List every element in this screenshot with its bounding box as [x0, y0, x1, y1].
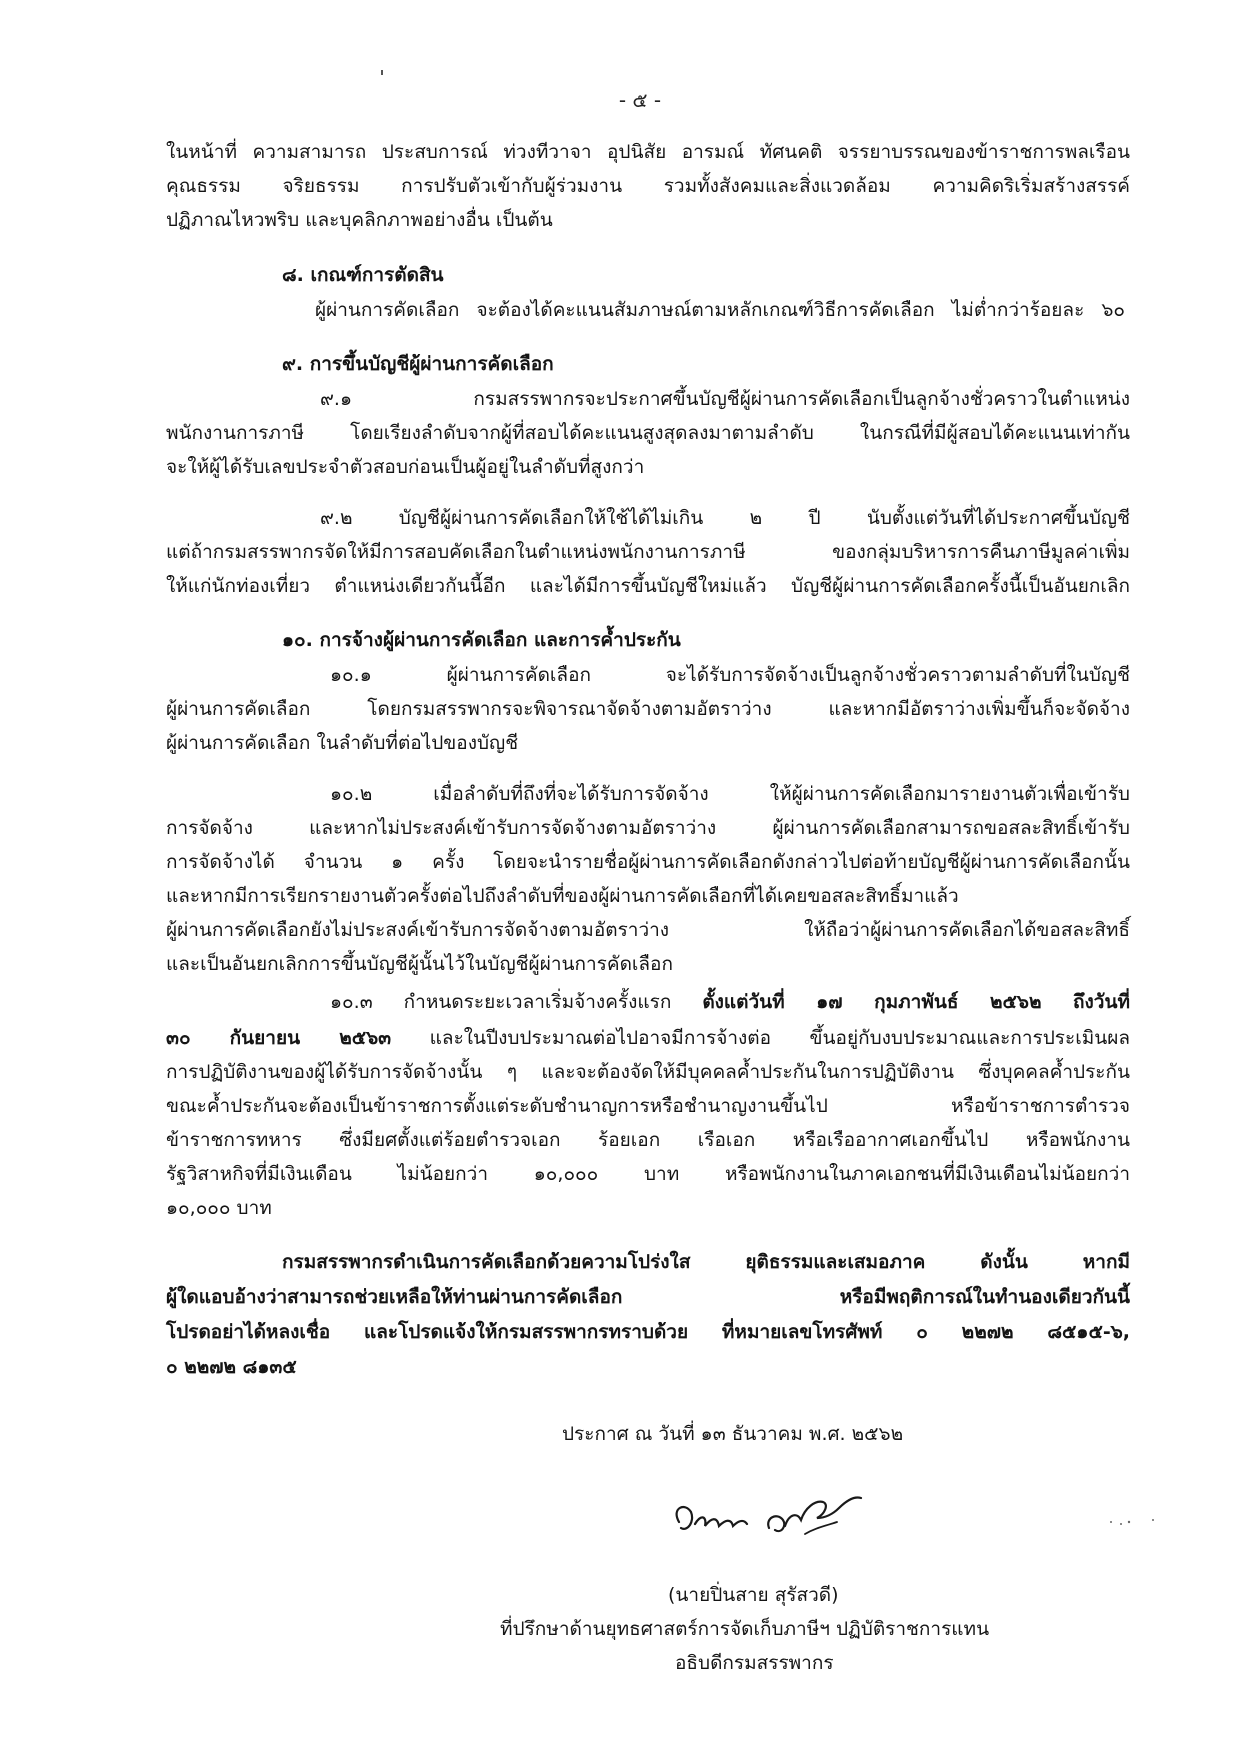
notice-line-2: ผู้ใดแอบอ้างว่าสามารถช่วยเหลือให้ท่านผ่านการคัดเลือก หรือมีพฤติการณ์ในทำนองเดียวกันนี้	[166, 1286, 1130, 1308]
section-10-1-line-1: ๑๐.๑ ผู้ผ่านการคัดเลือก จะได้รับการจัดจ้างเป็นลูกจ้างชั่วคราวตามลำดับที่ในบัญชี	[330, 664, 1130, 686]
intro-line-2: คุณธรรม จริยธรรม การปรับตัวเข้ากับผู้ร่วมงาน รวมทั้งสังคมและสิ่งแวดล้อม ความคิดริเริ่มสร้างสรรค์	[166, 175, 1130, 197]
notice-line-4: ๐ ๒๒๗๒ ๘๑๓๕	[166, 1356, 297, 1378]
section-8-text: ผู้ผ่านการคัดเลือก จะต้องได้คะแนนสัมภาษณ์ตามหลักเกณฑ์วิธีการคัดเลือก ไม่ต่ำกว่าร้อยละ ๖๐	[315, 299, 1125, 321]
page-number: - ๕ -	[618, 88, 662, 112]
section-10-2-line-3: การจัดจ้างได้ จำนวน ๑ ครั้ง โดยจะนำรายชื่อผู้ผ่านการคัดเลือกดังกล่าวไปต่อท้ายบัญชีผู้ผ่านการคัดเลือกนั้น	[166, 851, 1130, 873]
scan-speck	[381, 70, 383, 75]
section-10-3-line-1	[330, 990, 1130, 1014]
section-10-3-line-2-normal: และในปีงบประมาณต่อไปอาจมีการจ้างต่อ ขึ้นอยู่กับงบประมาณและการประเมินผล	[391, 1027, 1130, 1049]
section-10-heading: ๑๐. การจ้างผู้ผ่านการคัดเลือก และการค้ำประกัน	[282, 629, 681, 651]
section-10-2-line-5: ผู้ผ่านการคัดเลือกยังไม่ประสงค์เข้ารับการจัดจ้างตามอัตราว่าง ให้ถือว่าผู้ผ่านการคัดเลือกได้ขอสละสิทธิ์	[166, 919, 1130, 941]
section-9-2-line-2: แต่ถ้ากรมสรรพากรจัดให้มีการสอบคัดเลือกในตำแหน่งพนักงานการภาษี ของกลุ่มบริหารการคืนภาษีมูลค่าเพิ่ม	[166, 541, 1130, 563]
section-10-2-line-2: การจัดจ้าง และหากไม่ประสงค์เข้ารับการจัดจ้างตามอัตราว่าง ผู้ผ่านการคัดเลือกสามารถขอสละสิทธิ์เข้ารับ	[166, 817, 1130, 839]
signatory-position: ที่ปรึกษาด้านยุทธศาสตร์การจัดเก็บภาษีฯ ปฏิบัติราชการแทน	[500, 1618, 990, 1640]
handwritten-signature	[665, 1478, 875, 1550]
section-9-2-line-3: ให้แก่นักท่องเที่ยว ตำแหน่งเดียวกันนี้อีก และได้มีการขึ้นบัญชีใหม่แล้ว บัญชีผู้ผ่านการคัดเลือกครั้งนี้เป็นอันยกเลิก	[166, 575, 1130, 597]
signatory-agency: อธิบดีกรมสรรพากร	[675, 1652, 834, 1674]
section-10-3-line-1-bold: ตั้งแต่วันที่ ๑๗ กุมภาพันธ์ ๒๕๖๒ ถึงวันที่	[702, 991, 1130, 1013]
announcement-date: ประกาศ ณ วันที่ ๑๓ ธันวาคม พ.ศ. ๒๕๖๒	[562, 1423, 904, 1445]
section-10-3-line-2	[166, 1026, 1130, 1050]
section-9-1-line-1: ๙.๑ กรมสรรพากรจะประกาศขึ้นบัญชีผู้ผ่านการคัดเลือกเป็นลูกจ้างชั่วคราวในตำแหน่ง	[320, 388, 1130, 410]
notice-line-1: กรมสรรพากรดำเนินการคัดเลือกด้วยความโปร่งใส ยุติธรรมและเสมอภาค ดังนั้น หากมี	[282, 1251, 1130, 1273]
intro-line-3: ปฏิภาณไหวพริบ และบุคลิกภาพอย่างอื่น เป็นต้น	[166, 209, 553, 231]
scan-dots	[1105, 1512, 1165, 1532]
section-9-1-line-2: พนักงานการภาษี โดยเรียงลำดับจากผู้ที่สอบได้คะแนนสูงสุดลงมาตามลำดับ ในกรณีที่มีผู้สอบได้คะแนนเท่ากัน	[166, 422, 1130, 444]
section-10-3-line-3: การปฏิบัติงานของผู้ได้รับการจัดจ้างนั้น ๆ และจะต้องจัดให้มีบุคคลค้ำประกันในการปฏิบัติงาน ซึ่งบุคคลค้ำประกัน	[166, 1061, 1130, 1083]
section-10-3-line-6: รัฐวิสาหกิจที่มีเงินเดือน ไม่น้อยกว่า ๑๐,๐๐๐ บาท หรือพนักงานในภาคเอกชนที่มีเงินเดือนไม่น้อยกว่า	[166, 1163, 1130, 1185]
section-10-2-line-1: ๑๐.๒ เมื่อลำดับที่ถึงที่จะได้รับการจัดจ้าง ให้ผู้ผ่านการคัดเลือกมารายงานตัวเพื่อเข้ารับ	[330, 783, 1130, 805]
section-10-3-line-2-bold: ๓๐ กันยายน ๒๕๖๓	[166, 1027, 392, 1049]
section-9-2-line-1: ๙.๒ บัญชีผู้ผ่านการคัดเลือกให้ใช้ได้ไม่เกิน ๒ ปี นับตั้งแต่วันที่ได้ประกาศขึ้นบัญชี	[320, 507, 1130, 529]
section-10-3-line-1-normal: ๑๐.๓ กำหนดระยะเวลาเริ่มจ้างครั้งแรก	[330, 991, 703, 1013]
signatory-name: (นายปิ่นสาย สุรัสวดี)	[668, 1584, 839, 1606]
section-10-2-line-6: และเป็นอันยกเลิกการขึ้นบัญชีผู้นั้นไว้ในบัญชีผู้ผ่านการคัดเลือก	[166, 953, 673, 975]
section-10-3-line-4: ขณะค้ำประกันจะต้องเป็นข้าราชการตั้งแต่ระดับชำนาญการหรือชำนาญงานขึ้นไป หรือข้าราชการตำรวจ	[166, 1095, 1130, 1117]
section-9-heading: ๙. การขึ้นบัญชีผู้ผ่านการคัดเลือก	[282, 353, 554, 375]
section-10-2-line-4: และหากมีการเรียกรายงานตัวครั้งต่อไปถึงลำดับที่ของผู้ผ่านการคัดเลือกที่ได้เคยขอสละสิทธิ์มาแล้ว	[166, 885, 959, 907]
section-10-1-line-3: ผู้ผ่านการคัดเลือก ในลำดับที่ต่อไปของบัญชี	[166, 732, 519, 754]
section-9-1-line-3: จะให้ผู้ได้รับเลขประจำตัวสอบก่อนเป็นผู้อยู่ในลำดับที่สูงกว่า	[166, 456, 645, 478]
section-10-1-line-2: ผู้ผ่านการคัดเลือก โดยกรมสรรพากรจะพิจารณาจัดจ้างตามอัตราว่าง และหากมีอัตราว่างเพิ่มขึ้นก็จะจัดจ้าง	[166, 698, 1130, 720]
section-8-heading: ๘. เกณฑ์การตัดสิน	[282, 264, 444, 286]
section-10-3-line-7: ๑๐,๐๐๐ บาท	[166, 1197, 272, 1219]
intro-line-1: ในหน้าที่ ความสามารถ ประสบการณ์ ท่วงทีวาจา อุปนิสัย อารมณ์ ทัศนคติ จรรยาบรรณของข้าราชการพลเรือน	[166, 141, 1130, 163]
notice-line-3: โปรดอย่าได้หลงเชื่อ และโปรดแจ้งให้กรมสรรพากรทราบด้วย ที่หมายเลขโทรศัพท์ ๐ ๒๒๗๒ ๘๕๑๕-๖,	[166, 1321, 1130, 1343]
section-10-3-line-5: ข้าราชการทหาร ซึ่งมียศตั้งแต่ร้อยตำรวจเอก ร้อยเอก เรือเอก หรือเรืออากาศเอกขึ้นไป หรือพนักงาน	[166, 1129, 1130, 1151]
